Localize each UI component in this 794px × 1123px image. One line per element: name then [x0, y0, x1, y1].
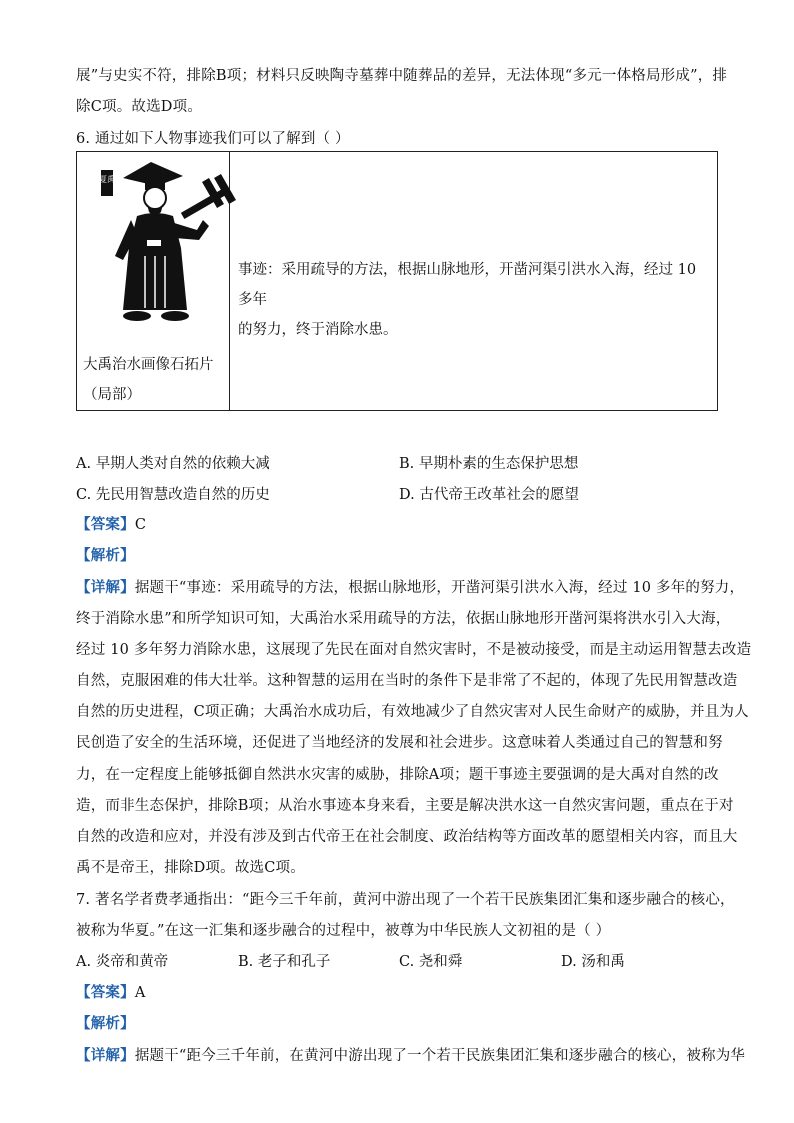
- answer-value: C: [134, 517, 147, 533]
- detail-text: 据题干“事迹：采用疏导的方法，根据山脉地形，开凿河渠引洪水入海，经过 10 多年的努力，: [134, 580, 745, 596]
- figure-cell: [77, 152, 230, 411]
- answer-tag: 【答案】: [76, 516, 135, 533]
- q7-option-d: D. 汤和禹: [561, 954, 625, 970]
- q6-detail-line: [76, 576, 744, 597]
- q6-answer: [76, 513, 146, 534]
- question-7-stem: 被称为华夏。”在这一汇集和逐步融合的过程中，被尊为中华民族人文初祖的是（ ）: [76, 923, 611, 939]
- q6-detail-line: 终于消除水患”和所学知识可知，大禹治水采用疏导的方法，依据山脉地形开凿河渠将洪水引入大海，: [76, 611, 731, 627]
- q7-answer: [76, 981, 145, 1002]
- figure-caption: [83, 350, 214, 410]
- q7-option-a: A. 炎帝和黄帝: [76, 954, 169, 970]
- question-6-stem: 6. 通过如下人物事迹我们可以了解到（ ）: [76, 131, 350, 147]
- q6-detail-line: 自然，克服困难的伟大壮举。这种智慧的运用在当时的条件下是非常了不起的，体现了先民用智慧改造: [76, 673, 738, 689]
- q6-detail-line: 自然的历史进程，C项正确；大禹治水成功后，有效地减少了自然灾害对人民生命财产的威胁，并且为人: [76, 704, 749, 720]
- caption-line: 大禹治水画像石拓片: [83, 357, 214, 373]
- q6-detail-line: 禹不是帝王，排除D项。故选C项。: [76, 860, 305, 876]
- q7-detail-line: [76, 1044, 745, 1065]
- text-line: 展”与史实不符，排除B项；材料只反映陶寺墓葬中随葬品的差异，无法体现“多元一体格局形成”，排: [76, 68, 728, 84]
- q6-option-a: A. 早期人类对自然的依赖大减: [76, 456, 270, 472]
- q6-detail-line: 造，而非生态保护，排除B项；从治水事迹本身来看，主要是解决洪水这一自然灾害问题，重点在于对: [76, 798, 734, 814]
- seal-text: 夏禹: [99, 175, 115, 184]
- q7-option-c: C. 尧和舜: [399, 954, 463, 970]
- question-6-table: [76, 151, 718, 411]
- question-7-stem: 7. 著名学者费孝通指出：“距今三千年前，黄河中游出现了一个若干民族集团汇集和逐步融合的核心，: [76, 892, 735, 908]
- event-text: [238, 255, 708, 345]
- detail-text: 据题干“距今三千年前，在黄河中游出现了一个若干民族集团汇集和逐步融合的核心，被称为华: [134, 1048, 746, 1064]
- q6-option-b: B. 早期朴素的生态保护思想: [399, 456, 579, 472]
- q6-detail-line: 力，在一定程度上能够抵御自然洪水灾害的威胁，排除A项；题干事迹主要强调的是大禹对自然的改: [76, 767, 719, 783]
- event-cell: [230, 152, 718, 411]
- detail-tag: 【详解】: [76, 579, 135, 596]
- q6-detail-line: 经过 10 多年努力消除水患，这展现了先民在面对自然灾害时，不是被动接受，而是主动运用智慧去改造: [76, 642, 752, 658]
- answer-value: A: [134, 985, 146, 1001]
- q6-detail-line: 民创造了安全的生活环境，还促进了当地经济的发展和社会进步。这意味着人类通过自己的智慧和努: [76, 735, 723, 751]
- event-line: 事迹：采用疏导的方法，根据山脉地形，开凿河渠引洪水入海，经过 10 多年: [238, 262, 697, 308]
- detail-tag: 【详解】: [76, 1047, 135, 1064]
- q6-analysis-tag: 【解析】: [76, 547, 135, 564]
- event-line: 的努力，终于消除水患。: [238, 322, 398, 338]
- q7-option-b: B. 老子和孔子: [238, 954, 331, 970]
- q6-option-c: C. 先民用智慧改造自然的历史: [76, 487, 270, 503]
- q6-detail-line: 自然的改造和应对，并没有涉及到古代帝王在社会制度、政治结构等方面改革的愿望相关内容，而且大: [76, 829, 738, 845]
- text-line: 除C项。故选D项。: [76, 99, 203, 115]
- q6-option-d: D. 古代帝王改革社会的愿望: [399, 487, 579, 503]
- answer-tag: 【答案】: [76, 984, 135, 1001]
- q7-analysis-tag: 【解析】: [76, 1015, 135, 1032]
- dayu-rubbing-image: [101, 160, 241, 330]
- caption-line: （局部）: [83, 387, 141, 403]
